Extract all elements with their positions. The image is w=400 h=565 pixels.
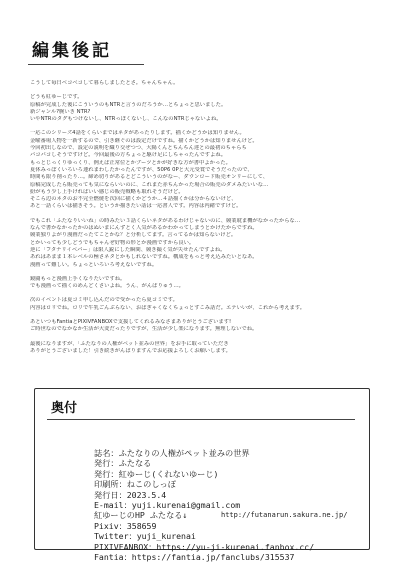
text-line: バコバコしそうですけど。今回最後の方ちょっと駆け足にしちゃったんですよね。 bbox=[30, 152, 226, 159]
text-line: とかいっても少しどうでもちゃんぜ好物の形とか漫画ですから良い。 bbox=[30, 239, 195, 246]
text-line: 逆に「フタナリイベバー」は限人鋭にした瞬間、競き撮く気が失せたんですよね。 bbox=[30, 246, 226, 253]
text-line: 最後になりますが、「ふたなりの人権がペット並みの世界」をお手に取っていただき bbox=[30, 340, 229, 347]
text-line: ありがとうございました！引き続きがんばりますんでお応援よろしくお願いします。 bbox=[30, 347, 231, 354]
paragraph bbox=[30, 94, 375, 123]
afterword-body bbox=[30, 80, 375, 362]
text-line: 競業独りよがり漫画だったてことかな？と分析してます。言ってるかは知らないけど。 bbox=[30, 232, 237, 239]
publisher-row: 発行：ふたなる bbox=[94, 458, 152, 469]
website-row bbox=[94, 510, 354, 520]
title-row: 誌名：ふたなりの人権がペット並みの世界 bbox=[94, 448, 250, 458]
text-line: 次のイベントは夏コミ申し込んだので受かったら夏コミです。 bbox=[30, 297, 178, 304]
colophon-divider bbox=[47, 419, 355, 420]
afterword-title: 編集後記 bbox=[32, 41, 112, 61]
paragraph bbox=[30, 319, 375, 334]
text-line: ご時世なのでなかなか生活が大変だったりですが、生活が少し楽になります。無理しないでね。 bbox=[30, 326, 258, 333]
paragraph bbox=[30, 297, 375, 312]
paragraph bbox=[30, 80, 375, 87]
paragraph bbox=[30, 130, 375, 210]
text-line: でもこれ「ふたなりいいね」の時みたい３話くらいネタがあるわけじゃないのに、競業耽ま機がなかったからな… bbox=[30, 217, 301, 224]
website-link[interactable]: http://futanarun.sakura.ne.jp/ bbox=[221, 511, 348, 520]
text-line: あと一話くらいは描きそう。というか描きたい話は一応書人です。内容は内緒ですけど。 bbox=[30, 203, 242, 210]
paragraph bbox=[30, 218, 375, 269]
text-line: なんで書かなかったかのはぬいまにんずとく人気があるかわかってしまうとかけたからですね。 bbox=[30, 225, 258, 232]
text-line: でも漫画って描くのめんどくさいよね。うん、がんばりゅう…。 bbox=[30, 283, 184, 290]
text-line: 原稿が完成した後にこういうのもNTRと言うのだろうか…とちょっと思いました。 bbox=[30, 101, 227, 108]
twitter-row[interactable]: Twitter：yuji_kurenai bbox=[94, 531, 196, 542]
website-label: 紅ゆーじのHP ふたなる↓ bbox=[94, 510, 188, 521]
text-line: 原稿完成したら販売っても気にならいいのに、これまた赤ちんかった場合の販売のダメみたいいな… bbox=[30, 181, 269, 188]
text-line: 新ジャンル?腕いき NTR? bbox=[30, 108, 91, 115]
title-underline bbox=[28, 64, 144, 65]
text-line: 漫画って難しい。ちょっといろいろ考えないですね。 bbox=[30, 261, 158, 268]
text-line: どうも紅ゆーじです。 bbox=[30, 94, 83, 101]
fanbox-row[interactable]: PIXIVFANBOX：https://yu-ji-kurenai.fanbox.cc/ bbox=[94, 541, 315, 552]
text-line: もっとじっくりゆっくり、例えば正常位とかブーツとかが好きな方が書中よかった。 bbox=[30, 159, 231, 166]
email-row: E-mail：yuji.kurenai@gmail.com bbox=[94, 500, 241, 511]
fantia-row[interactable]: Fantia：https://fantia.jp/fanclubs/315537 bbox=[94, 552, 295, 563]
text-line: 紛がもう少し上手ければいい感じの販売戦略も取れそうだけど。 bbox=[30, 188, 184, 195]
printer-row: 印刷所：ねこのしっぽ bbox=[94, 479, 176, 490]
pixiv-row[interactable]: Pixiv：358659 bbox=[94, 520, 157, 531]
text-line: 夏休みっぽくいろいろ連れまわしたかったんですが、50P6 0Pと大元受賞でそうだったので、 bbox=[30, 166, 253, 173]
text-line: 時間も限り削ったり…。締め切りがあるとどこういうのがなー、ダウンロード販売オンリーにして、 bbox=[30, 174, 269, 181]
text-line: あれはあまま１本レベルの極さネタとかもしれないですね。構成をもっと考え込みたいとなあ。 bbox=[30, 254, 258, 261]
text-line: 今回初出しなので、設定の説明を織り交ぜつつ、大陽くんとちんちん達との最初のちゃらち bbox=[30, 145, 247, 152]
colophon-info bbox=[94, 448, 354, 562]
text-line: 鏡闘もっと漫画上手くなりたいですね。 bbox=[30, 275, 126, 282]
paragraph bbox=[30, 276, 375, 291]
text-line: 金曜番場人物を一新するので、引き継ぐのは設定だけですね。描くかどうかは知りませんけど。 bbox=[30, 137, 258, 144]
text-line: 内容はロリでね。ロリで牛乳ごんぶらない、おばぎゃくなくちょっとすこみ話だ。エテいいが、これから考えます。 bbox=[30, 304, 306, 311]
text-line: あといつもFantiaとPIXIVFANBOXで支援してくれるみなさまありがとうございます! bbox=[30, 319, 232, 326]
text-line: そこら辺のネタのお不完全燃焼を次回に描くかどうか…４話描くかは分からないけど、 bbox=[30, 196, 237, 203]
paragraph bbox=[30, 341, 375, 356]
date-row: 発行日：2023.5.4 bbox=[94, 489, 167, 500]
text-line: いやNTRのタグもつけないし、NTRっぽくないし、こんなのNTRじゃないよね。 bbox=[30, 116, 222, 123]
text-line: こうして毎日ベコベコして暮らしましたとさ。ちゃんちゃん。 bbox=[30, 80, 179, 86]
author-row: 発行：紅ゆーじ(くれないゆーじ) bbox=[94, 468, 219, 479]
colophon-title: 奥付 bbox=[51, 401, 78, 416]
text-line: 一応このシリーズ4話をくらいまではネタがあったりします。描くかどうかは知りません。 bbox=[30, 130, 245, 137]
